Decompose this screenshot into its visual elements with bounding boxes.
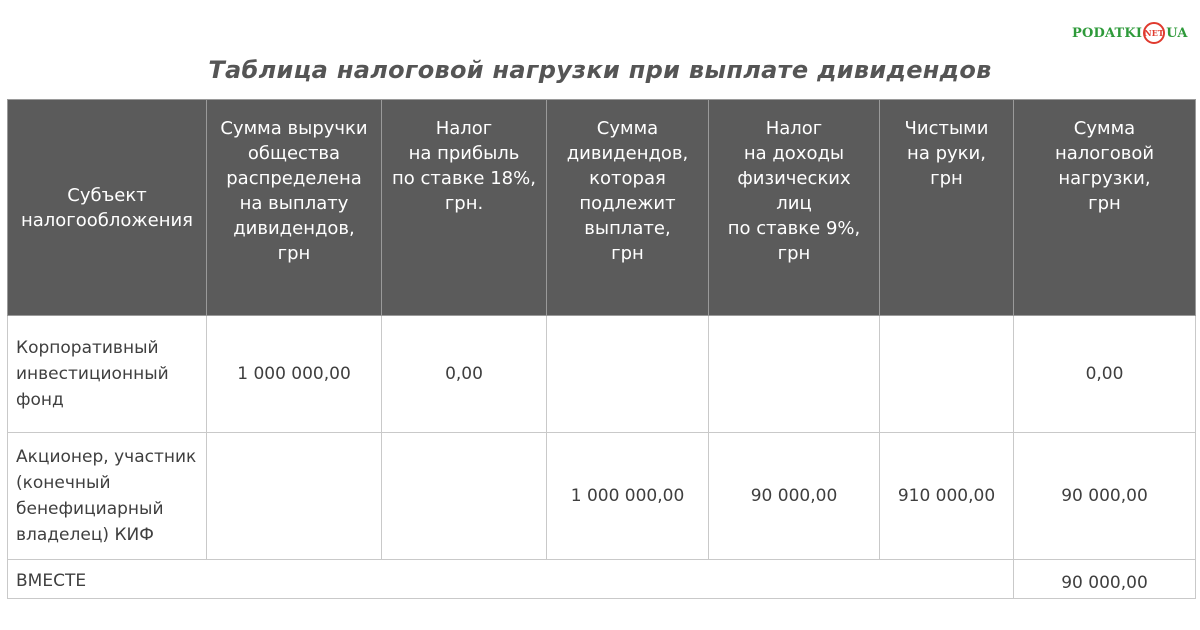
header-subject: Субъект налогообложения [8, 100, 207, 316]
table-row [8, 433, 1196, 560]
cell-subject: Акционер, участник (конечный бенефициарный владелец) КИФ [8, 433, 207, 560]
cell-tax-burden: 90 000,00 [1014, 433, 1196, 560]
cell-dividends [547, 316, 709, 433]
header-dividends: Сумма дивидендов, которая подлежит выплате, грн [547, 100, 709, 316]
header-revenue: Сумма выручки общества распределена на выплату дивидендов, грн [207, 100, 382, 316]
cell-revenue [207, 433, 382, 560]
cell-revenue: 1 000 000,00 [207, 316, 382, 433]
cell-dividends: 1 000 000,00 [547, 433, 709, 560]
table-row [8, 316, 1196, 433]
page-title: Таблица налоговой нагрузки при выплате дивидендов [208, 56, 992, 84]
total-label: ВМЕСТЕ [8, 560, 1014, 599]
cell-personal-income-tax: 90 000,00 [709, 433, 880, 560]
logo-net-badge-icon: NET [1143, 22, 1165, 44]
header-personal-income-tax: Налог на доходы физических лиц по ставке 9%, грн [709, 100, 880, 316]
cell-tax-burden: 0,00 [1014, 316, 1196, 433]
cell-subject: Корпоративный инвестиционный фонд [8, 316, 207, 433]
table-header-row [8, 100, 1196, 316]
cell-net: 910 000,00 [880, 433, 1014, 560]
total-value: 90 000,00 [1014, 560, 1196, 599]
table-total-row [8, 560, 1196, 599]
tax-burden-table [7, 99, 1196, 599]
logo-text-left: PODATKI [1072, 25, 1143, 41]
header-profit-tax: Налог на прибыль по ставке 18%, грн. [382, 100, 547, 316]
header-tax-burden: Сумма налоговой нагрузки, грн [1014, 100, 1196, 316]
cell-net [880, 316, 1014, 433]
cell-profit-tax [382, 433, 547, 560]
cell-profit-tax: 0,00 [382, 316, 547, 433]
logo-text-right: UA [1166, 25, 1188, 41]
header-net: Чистыми на руки, грн [880, 100, 1014, 316]
cell-personal-income-tax [709, 316, 880, 433]
podatki-net-ua-logo[interactable] [1072, 20, 1188, 46]
